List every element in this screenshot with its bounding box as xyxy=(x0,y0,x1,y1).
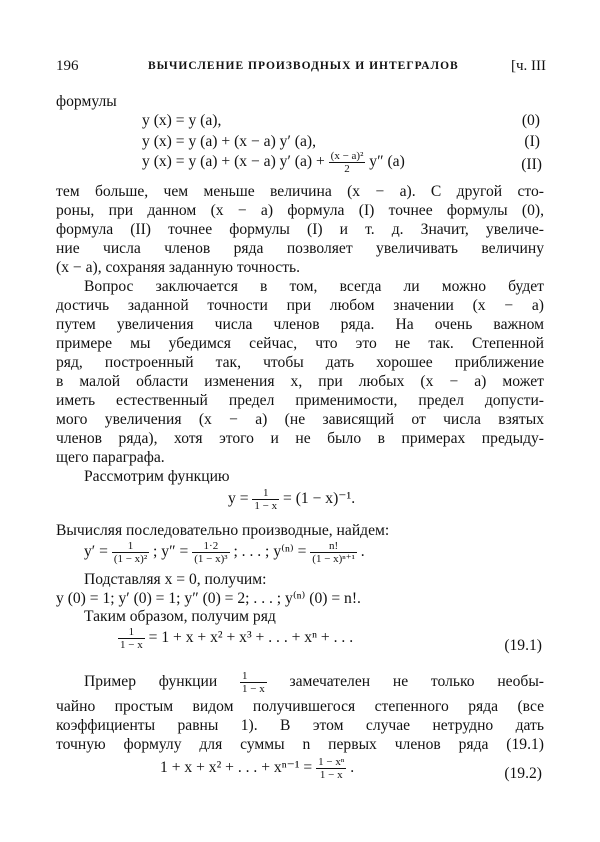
function-frac-den: 1 − x xyxy=(254,500,278,512)
values-equation: y (0) = 1; y′ (0) = 1; y″ (0) = 2; . . . ; y⁽ⁿ⁾ (0) = n!. xyxy=(56,590,361,607)
equation-1: y (x) = y (a) + (x − a) y′ (a), xyxy=(142,133,316,150)
derivative-2-den: (1 − x)³ xyxy=(194,553,228,565)
function-rhs: = (1 − x)⁻¹. xyxy=(283,490,356,508)
series-frac-den: 1 − x xyxy=(120,639,143,651)
derivative-n-lhs: y⁽ⁿ⁾ = xyxy=(273,543,307,561)
paragraph-2-line: щего параграфа. xyxy=(56,449,165,466)
chapter-marker: [ч. III xyxy=(510,58,546,74)
paragraph-1-line: (x − a), сохраняя заданную точность. xyxy=(56,259,301,276)
derivatives-intro: Вычисляя последовательно производные, найдем: xyxy=(56,522,390,539)
sum-label: (19.2) xyxy=(504,765,542,782)
equation-1-number: (I) xyxy=(524,133,540,150)
equation-0: y (x) = y (a), xyxy=(142,112,222,129)
function-equation xyxy=(228,487,355,512)
equation-2-frac-den: 2 xyxy=(344,163,350,175)
derivative-1-lhs: y′ = xyxy=(84,543,108,561)
running-title: ВЫЧИСЛЕНИЕ ПРОИЗВОДНЫХ И ИНТЕГРАЛОВ xyxy=(148,60,459,72)
paragraph-3-frac-num: 1 xyxy=(240,670,267,683)
series-frac-num: 1 xyxy=(118,626,145,639)
sum-frac-num: 1 − xⁿ xyxy=(318,756,345,768)
consider-line: Рассмотрим функцию xyxy=(84,468,230,485)
paragraph-2-line: мого увеличения (x − a) (не зависящий от числа взятых xyxy=(56,411,544,428)
derivative-n-fraction xyxy=(310,540,357,565)
paragraph-2-line: в малой области изменения x, при любых (x − a) может xyxy=(56,373,544,390)
function-lhs: y = xyxy=(228,490,249,508)
paragraph-2-line: примере мы убедимся сейчас, что это не так. Степенной xyxy=(56,335,544,352)
series-equation xyxy=(118,626,353,651)
paragraph-3-fraction xyxy=(240,670,267,695)
paragraph-3-line: коэффициенты равны 1). В этом случае нетрудно дать xyxy=(56,717,544,734)
derivative-1-sep: ; xyxy=(153,543,158,561)
function-fraction xyxy=(252,487,279,512)
derivative-2-fraction xyxy=(192,540,229,565)
paragraph-2-line: Вопрос заключается в том, всегда ли можно будет xyxy=(84,278,544,295)
paragraph-1-line: формула (II) точнее формулы (I) и т. д. Значит, увеличе- xyxy=(56,221,544,238)
equation-0-number: (0) xyxy=(521,112,540,129)
paragraph-3-first-line xyxy=(84,670,544,695)
sum-fraction xyxy=(316,756,346,781)
derivative-1-den: (1 − x)² xyxy=(113,553,148,565)
formulas-label: формулы xyxy=(56,93,117,110)
equation-2-lhs: y (x) = y (a) + (x − a) y′ (a) + xyxy=(142,153,325,171)
paragraph-3-frac-den: 1 − x xyxy=(241,683,265,695)
derivative-2-sep: ; . . . ; xyxy=(233,543,270,561)
equation-2-fraction xyxy=(329,150,366,175)
paragraph-1-line: тем больше, чем меньше величина (x − a). С другой сто- xyxy=(56,183,544,200)
derivative-2-num: 1·2 xyxy=(192,540,229,553)
equation-2-frac-num: (x − a)² xyxy=(330,150,364,162)
page-number: 196 xyxy=(56,58,79,74)
sum-lhs: 1 + x + x² + . . . + xⁿ⁻¹ = xyxy=(160,759,313,777)
equation-2 xyxy=(142,150,405,175)
sum-equation xyxy=(160,756,354,781)
function-frac-num: 1 xyxy=(252,487,279,500)
series-label: (19.1) xyxy=(504,637,542,654)
paragraph-1-line: ние числа членов ряда позволяет увеличивать величину xyxy=(56,240,544,257)
equation-2-tail: y″ (a) xyxy=(369,153,405,171)
paragraph-1-line: роны, при данном (x − a) формула (I) точнее формулы (0), xyxy=(56,202,544,219)
derivative-2-lhs: y″ = xyxy=(161,543,189,561)
derivative-1-fraction xyxy=(112,540,149,565)
paragraph-2-line: ряд, построенный так, чтобы дать хорошее приближение xyxy=(56,354,544,371)
equation-2-number: (II) xyxy=(521,156,542,173)
derivative-n-num: n! xyxy=(310,540,357,553)
sum-end: . xyxy=(350,759,355,777)
derivative-n-end: . xyxy=(360,543,365,561)
derivative-n-den: (1 − x)ⁿ⁺¹ xyxy=(312,553,355,565)
paragraph-2-line: иметь естественный предел применимости, предел допусти- xyxy=(56,392,544,409)
series-rhs: = 1 + x + x² + x³ + . . . + xⁿ + . . . xyxy=(148,629,354,647)
paragraph-3-line: чайно простым видом получившегося степенного ряда (все xyxy=(56,698,544,715)
paragraph-2-line: достичь заданной точности при любом значении (x − a) xyxy=(56,297,544,314)
paragraph-3-line: точную формулу для суммы n первых членов ряда (19.1) xyxy=(56,736,544,753)
page-header xyxy=(56,58,546,80)
series-fraction xyxy=(118,626,145,651)
paragraph-3-text-a: Пример функции xyxy=(84,673,218,691)
paragraph-2-line: путем увеличения числа членов ряда. На очень важном xyxy=(56,316,544,333)
paragraph-3-text-b: замечателен не только необы- xyxy=(289,673,544,691)
sum-frac-den: 1 − x xyxy=(319,769,343,781)
substitution-line: Подставляя x = 0, получим: xyxy=(84,571,267,588)
paragraph-2-line: членов ряда), хотя этого и не было в примерах предыду- xyxy=(56,430,544,447)
derivatives-equation xyxy=(84,540,365,565)
thus-line: Таким образом, получим ряд xyxy=(84,608,276,625)
derivative-1-num: 1 xyxy=(112,540,149,553)
